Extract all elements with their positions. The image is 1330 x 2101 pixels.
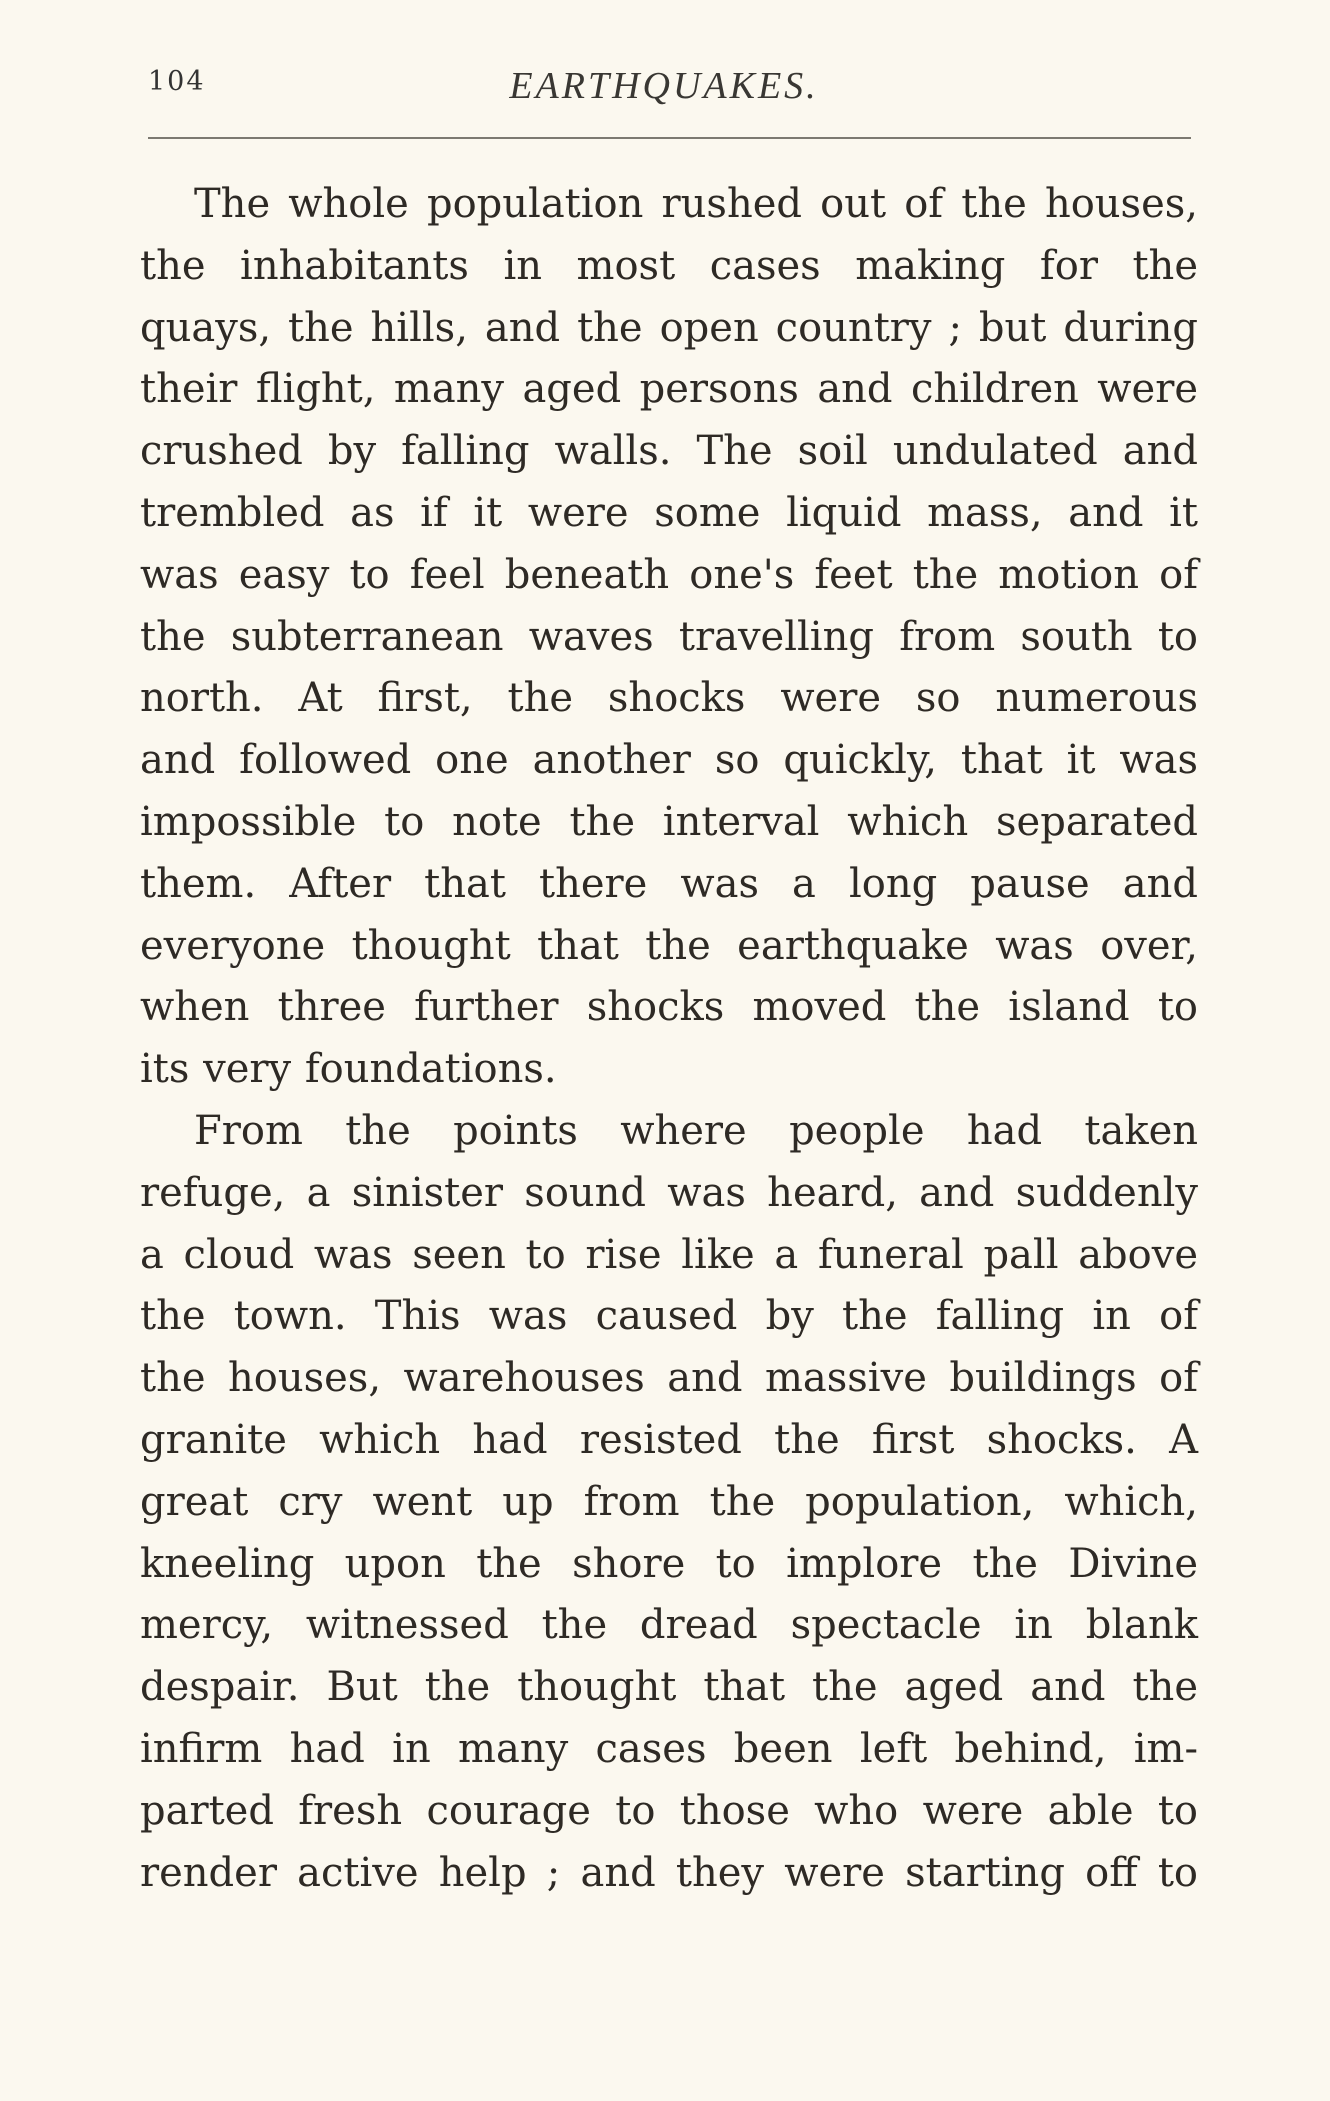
text-line: From the points where people had taken [194,1107,1198,1154]
text-line: great cry went up from the population, which, [140,1478,1198,1525]
text-line: render active help ; and they were starting off to [140,1849,1198,1896]
text-line: granite which had resisted the first shocks. A [140,1416,1198,1463]
text-line: the houses, warehouses and massive buildings of [140,1355,1198,1402]
running-title: EARTHQUAKES. [509,65,819,107]
text-line: their flight, many aged persons and children were [140,366,1198,413]
text-line: The whole population rushed out of the houses, [194,181,1198,227]
text-line: when three further shocks moved the island to [140,984,1198,1031]
text-line: impossible to note the interval which separated [140,798,1198,845]
text-line: was easy to feel beneath one's feet the motion of [140,551,1198,598]
text-line: kneeling upon the shore to implore the Divine [140,1540,1198,1587]
text-line: parted fresh courage to those who were able to [140,1787,1198,1834]
text-line: north. At first, the shocks were so numerous [140,675,1198,722]
text-line: despair. But the thought that the aged and the [140,1664,1198,1711]
header-rule [148,137,1191,139]
text-line: mercy, witnessed the dread spectacle in blank [140,1602,1198,1649]
text-line: the subterranean waves travelling from south to [140,613,1198,660]
text-line: quays, the hills, and the open country ; but during [140,304,1198,351]
text-line: a cloud was seen to rise like a funeral pall above [140,1231,1198,1278]
text-line: infirm had in many cases been left behind, im- [140,1725,1198,1772]
body-text [140,174,1198,1904]
text-line: the town. This was caused by the falling in of [140,1293,1198,1340]
text-line: trembled as if it were some liquid mass, and it [140,489,1198,536]
page-number: 104 [148,66,206,97]
text-line: refuge, a sinister sound was heard, and suddenly [140,1169,1198,1216]
text-line: and followed one another so quickly, that it was [140,737,1198,784]
text-line: its very foundations. [140,1046,557,1093]
text-line: crushed by falling walls. The soil undulated and [140,428,1198,475]
text-line: the inhabitants in most cases making for the [140,242,1198,289]
text-line: everyone thought that the earthquake was over, [140,922,1198,969]
text-line: them. After that there was a long pause and [140,860,1198,907]
